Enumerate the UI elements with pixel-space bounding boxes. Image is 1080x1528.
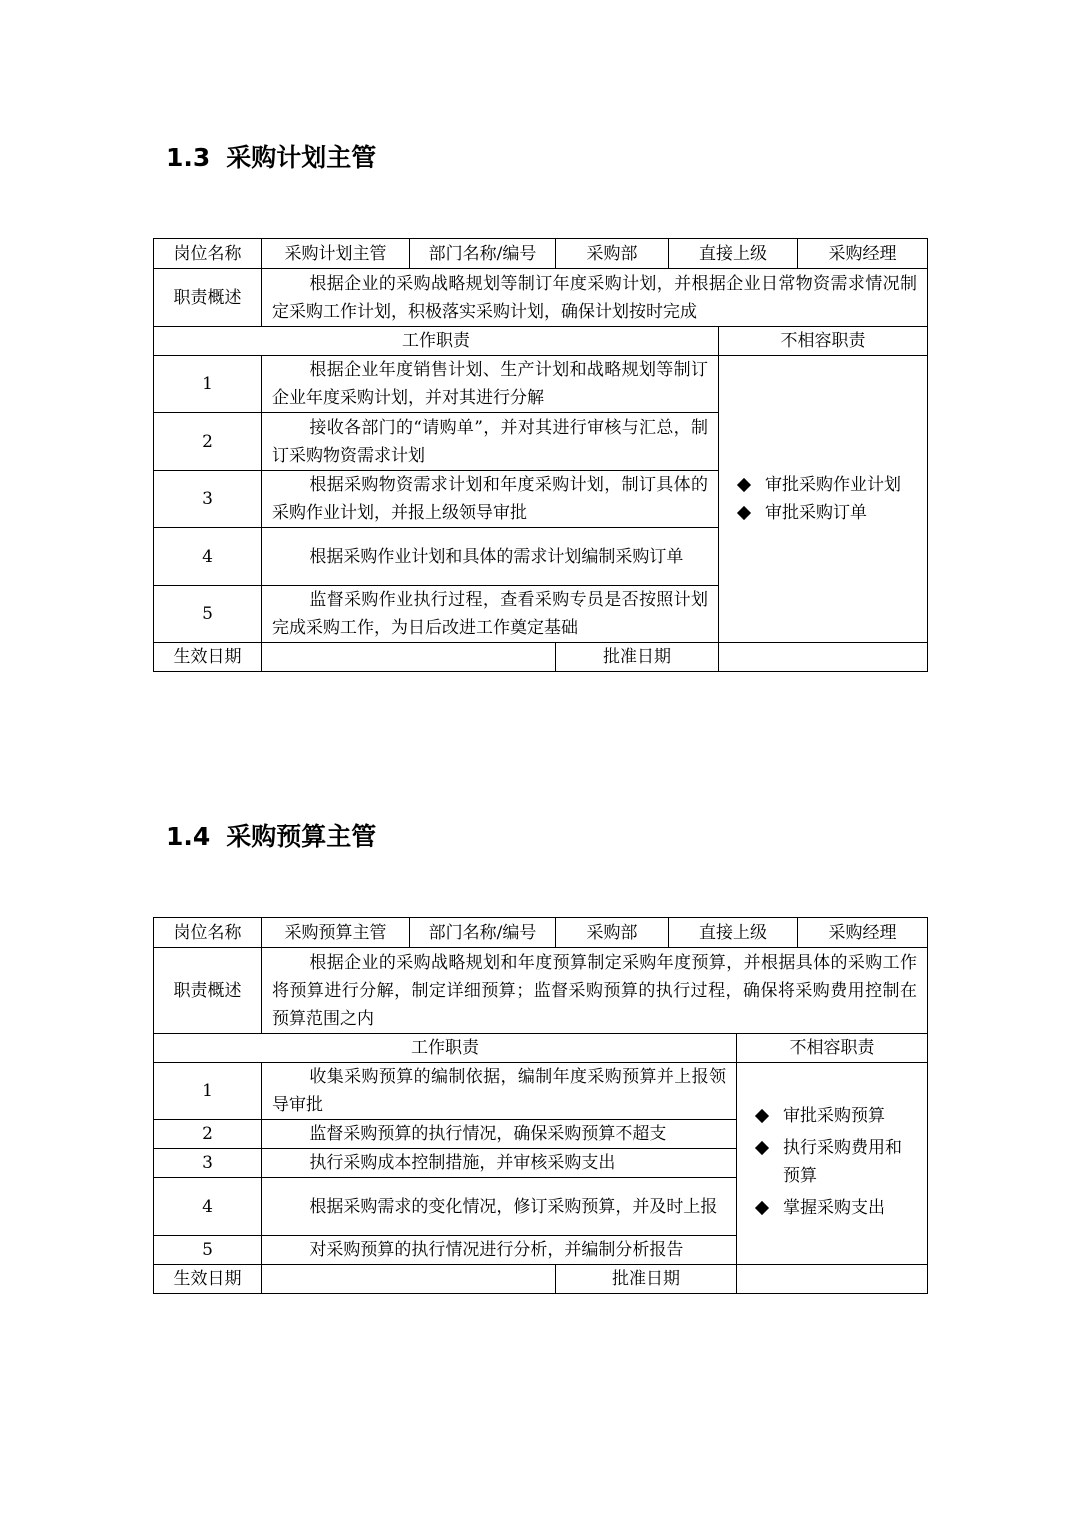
diamond-bullet-icon <box>755 1140 769 1154</box>
job-table-purchase-budget <box>153 917 928 1294</box>
duty-number: 3 <box>154 1149 262 1178</box>
diamond-bullet-icon <box>737 478 751 492</box>
duty-text: 收集采购预算的编制依据，编制年度采购预算并上报领导审批 <box>262 1063 737 1120</box>
incompatible-duties-cell <box>737 1063 928 1265</box>
duty-text: 根据采购作业计划和具体的需求计划编制采购订单 <box>262 528 719 586</box>
approval-date-value <box>719 643 928 672</box>
duty-text: 根据企业年度销售计划、生产计划和战略规划等制订企业年度采购计划，并对其进行分解 <box>262 356 719 413</box>
effective-date-label: 生效日期 <box>154 643 262 672</box>
incompatible-item-text: 掌握采购支出 <box>783 1197 885 1218</box>
approval-date-label: 批准日期 <box>556 643 719 672</box>
duty-number: 1 <box>154 1063 262 1120</box>
header-row <box>154 918 928 948</box>
superior-label: 直接上级 <box>669 239 798 269</box>
diamond-bullet-icon <box>755 1200 769 1214</box>
date-row <box>154 1265 928 1294</box>
incompatible-item-text: 审批采购预算 <box>783 1105 885 1126</box>
duty-row <box>154 1063 928 1120</box>
duty-number: 1 <box>154 356 262 413</box>
position-value: 采购计划主管 <box>262 239 410 269</box>
effective-date-value <box>262 643 556 672</box>
section-number: 1.3 <box>166 143 211 172</box>
duty-number: 3 <box>154 471 262 528</box>
header-row <box>154 239 928 269</box>
incompatible-item <box>753 1194 917 1222</box>
duty-number: 5 <box>154 586 262 643</box>
section-title: 采购计划主管 <box>226 143 377 172</box>
incompatible-header: 不相容职责 <box>737 1034 928 1063</box>
dept-label: 部门名称/编号 <box>410 239 556 269</box>
section-title: 采购预算主管 <box>226 822 377 851</box>
superior-value: 采购经理 <box>798 918 928 948</box>
duty-number: 2 <box>154 1120 262 1149</box>
diamond-bullet-icon <box>737 506 751 520</box>
summary-label: 职责概述 <box>154 269 262 327</box>
effective-date-value <box>262 1265 556 1294</box>
duty-text: 对采购预算的执行情况进行分析，并编制分析报告 <box>262 1236 737 1265</box>
approval-date-value <box>737 1265 928 1294</box>
summary-text: 根据企业的采购战略规划等制订年度采购计划，并根据企业日常物资需求情况制定采购工作计划，积极落实采购计划，确保计划按时完成 <box>262 269 928 327</box>
summary-row <box>154 948 928 1034</box>
duty-text: 根据采购需求的变化情况，修订采购预算，并及时上报 <box>262 1178 737 1236</box>
duties-header: 工作职责 <box>154 327 719 356</box>
incompatible-list <box>729 471 917 527</box>
duties-header-row <box>154 327 928 356</box>
date-row <box>154 643 928 672</box>
duty-text: 根据采购物资需求计划和年度采购计划，制订具体的采购作业计划，并报上级领导审批 <box>262 471 719 528</box>
summary-row <box>154 269 928 327</box>
dept-label: 部门名称/编号 <box>410 918 556 948</box>
duties-header-row <box>154 1034 928 1063</box>
duty-number: 2 <box>154 413 262 471</box>
incompatible-item <box>735 471 917 499</box>
duty-number: 5 <box>154 1236 262 1265</box>
incompatible-duties-cell <box>719 356 928 643</box>
section-number: 1.4 <box>166 822 211 851</box>
section-heading-1-4 <box>166 824 376 849</box>
section-heading-1-3 <box>166 145 376 170</box>
duty-text: 监督采购预算的执行情况，确保采购预算不超支 <box>262 1120 737 1149</box>
dept-value: 采购部 <box>556 918 669 948</box>
duty-number: 4 <box>154 528 262 586</box>
incompatible-header: 不相容职责 <box>719 327 928 356</box>
incompatible-item-text: 执行采购费用和预算 <box>783 1137 902 1186</box>
duty-number: 4 <box>154 1178 262 1236</box>
duties-header: 工作职责 <box>154 1034 737 1063</box>
dept-value: 采购部 <box>556 239 669 269</box>
incompatible-item <box>753 1134 917 1190</box>
summary-label: 职责概述 <box>154 948 262 1034</box>
duty-text: 监督采购作业执行过程，查看采购专员是否按照计划完成采购工作，为日后改进工作奠定基础 <box>262 586 719 643</box>
position-label: 岗位名称 <box>154 918 262 948</box>
incompatible-item-text: 审批采购作业计划 <box>765 475 901 495</box>
incompatible-item <box>735 499 917 527</box>
incompatible-list <box>747 1102 917 1222</box>
effective-date-label: 生效日期 <box>154 1265 262 1294</box>
job-table-purchase-plan <box>153 238 928 672</box>
duty-text: 接收各部门的“请购单”，并对其进行审核与汇总，制订采购物资需求计划 <box>262 413 719 471</box>
duty-row <box>154 356 928 413</box>
summary-text: 根据企业的采购战略规划和年度预算制定采购年度预算，并根据具体的采购工作将预算进行分解，制定详细预算；监督采购预算的执行过程，确保将采购费用控制在预算范围之内 <box>262 948 928 1034</box>
incompatible-item-text: 审批采购订单 <box>765 503 867 523</box>
superior-label: 直接上级 <box>669 918 798 948</box>
approval-date-label: 批准日期 <box>556 1265 737 1294</box>
incompatible-item <box>753 1102 917 1130</box>
superior-value: 采购经理 <box>798 239 928 269</box>
diamond-bullet-icon <box>755 1108 769 1122</box>
position-value: 采购预算主管 <box>262 918 410 948</box>
position-label: 岗位名称 <box>154 239 262 269</box>
duty-text: 执行采购成本控制措施，并审核采购支出 <box>262 1149 737 1178</box>
